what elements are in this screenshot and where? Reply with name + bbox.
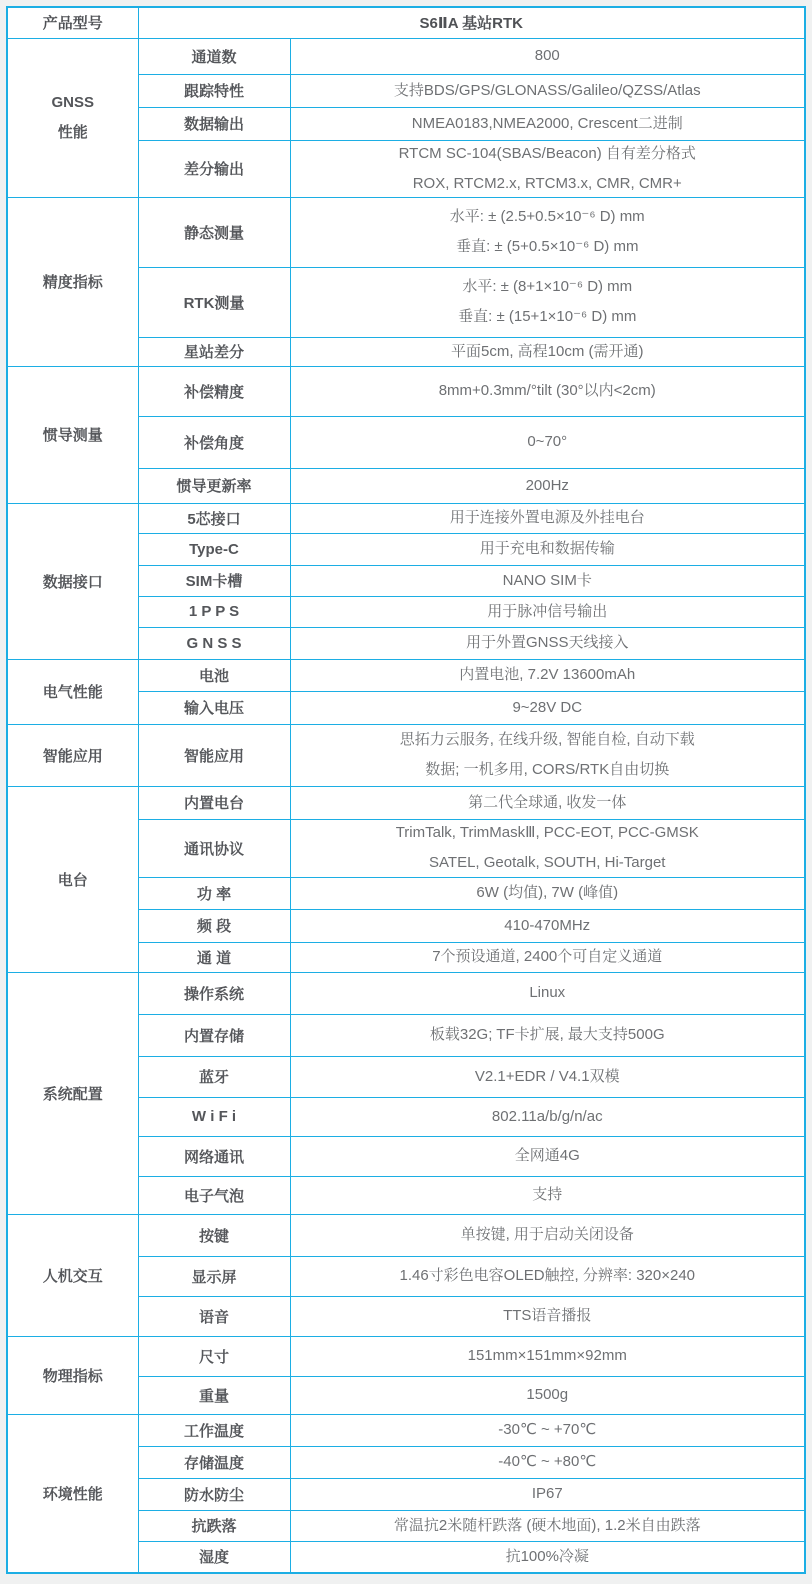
spec-name-cell: 防水防尘 [138, 1478, 290, 1510]
spec-name-cell: 数据输出 [138, 107, 290, 140]
spec-value-cell: 第二代全球通, 收发一体 [290, 786, 805, 819]
spec-name-cell: 内置存储 [138, 1014, 290, 1056]
spec-value-cell: IP67 [290, 1478, 805, 1510]
spec-value-cell: 1500g [290, 1376, 805, 1414]
spec-value-cell: 单按键, 用于启动关闭设备 [290, 1214, 805, 1256]
spec-value-cell: 9~28V DC [290, 691, 805, 724]
spec-value-cell: 平面5cm, 高程10cm (需开通) [290, 337, 805, 366]
spec-value-cell: NMEA0183,NMEA2000, Crescent二进制 [290, 107, 805, 140]
category-cell-electrical: 电气性能 [7, 659, 138, 724]
spec-name-cell: G N S S [138, 627, 290, 659]
spec-name-cell: 惯导更新率 [138, 468, 290, 503]
category-cell-environment: 环境性能 [7, 1414, 138, 1573]
header-row [7, 7, 805, 38]
spec-name-cell: SIM卡槽 [138, 565, 290, 596]
spec-name-cell: 通道数 [138, 38, 290, 74]
spec-value-cell: 全网通4G [290, 1136, 805, 1176]
spec-value-cell: 内置电池, 7.2V 13600mAh [290, 659, 805, 691]
spec-value-cell: Linux [290, 972, 805, 1014]
category-cell-smart: 智能应用 [7, 724, 138, 786]
spec-name-cell: 工作温度 [138, 1414, 290, 1446]
spec-name-cell: 5芯接口 [138, 503, 290, 533]
spec-name-cell: 按键 [138, 1214, 290, 1256]
category-cell-ports: 数据接口 [7, 503, 138, 659]
spec-value-cell: 用于外置GNSS天线接入 [290, 627, 805, 659]
spec-value-cell: TTS语音播报 [290, 1296, 805, 1336]
spec-name-cell: W i F i [138, 1097, 290, 1136]
product-model-value: S6ⅡA 基站RTK [138, 7, 805, 38]
spec-row [7, 197, 805, 267]
spec-value-cell: NANO SIM卡 [290, 565, 805, 596]
spec-value-cell: 1.46寸彩色电容OLED触控, 分辨率: 320×240 [290, 1256, 805, 1296]
category-cell-accuracy: 精度指标 [7, 197, 138, 366]
category-cell-radio: 电台 [7, 786, 138, 972]
spec-row [7, 38, 805, 74]
spec-name-cell: RTK测量 [138, 267, 290, 337]
spec-name-cell: 蓝牙 [138, 1056, 290, 1097]
spec-value-cell: 抗100%冷凝 [290, 1541, 805, 1573]
spec-name-cell: 通讯协议 [138, 819, 290, 877]
category-cell-imu: 惯导测量 [7, 366, 138, 503]
product-model-label: 产品型号 [7, 7, 138, 38]
spec-name-cell: 补偿角度 [138, 416, 290, 468]
spec-name-cell: 跟踪特性 [138, 74, 290, 107]
spec-name-cell: 湿度 [138, 1541, 290, 1573]
spec-name-cell: 显示屏 [138, 1256, 290, 1296]
spec-row [7, 1414, 805, 1446]
spec-name-cell: 电子气泡 [138, 1176, 290, 1214]
spec-row [7, 503, 805, 533]
spec-row [7, 972, 805, 1014]
spec-value-cell: RTCM SC-104(SBAS/Beacon) 自有差分格式 ROX, RTCM2.x, RTCM3.x, CMR, CMR+ [290, 140, 805, 197]
spec-value-cell: -30℃ ~ +70℃ [290, 1414, 805, 1446]
category-cell-gnss: GNSS 性能 [7, 38, 138, 197]
spec-name-cell: Type-C [138, 533, 290, 565]
spec-row [7, 659, 805, 691]
spec-value-cell: -40℃ ~ +80℃ [290, 1446, 805, 1478]
spec-name-cell: 智能应用 [138, 724, 290, 786]
spec-value-cell: TrimTalk, TrimMaskⅢ, PCC-EOT, PCC-GMSK SATEL, Geotalk, SOUTH, Hi-Target [290, 819, 805, 877]
spec-name-cell: 输入电压 [138, 691, 290, 724]
spec-value-cell: 410-470MHz [290, 909, 805, 942]
spec-value-cell: 800 [290, 38, 805, 74]
spec-name-cell: 补偿精度 [138, 366, 290, 416]
spec-row [7, 366, 805, 416]
spec-name-cell: 通 道 [138, 942, 290, 972]
spec-name-cell: 内置电台 [138, 786, 290, 819]
spec-value-cell: 板载32G; TF卡扩展, 最大支持500G [290, 1014, 805, 1056]
spec-value-cell: 用于连接外置电源及外挂电台 [290, 503, 805, 533]
spec-value-cell: 用于脉冲信号输出 [290, 596, 805, 627]
spec-name-cell: 频 段 [138, 909, 290, 942]
spec-row [7, 1336, 805, 1376]
spec-value-cell: 8mm+0.3mm/°tilt (30°以内<2cm) [290, 366, 805, 416]
spec-name-cell: 1 P P S [138, 596, 290, 627]
spec-row [7, 786, 805, 819]
spec-value-cell: 支持BDS/GPS/GLONASS/Galileo/QZSS/Atlas [290, 74, 805, 107]
spec-name-cell: 静态测量 [138, 197, 290, 267]
spec-name-cell: 网络通讯 [138, 1136, 290, 1176]
spec-name-cell: 电池 [138, 659, 290, 691]
spec-value-cell: 水平: ± (2.5+0.5×10⁻⁶ D) mm 垂直: ± (5+0.5×10⁻⁶ D) mm [290, 197, 805, 267]
spec-value-cell: V2.1+EDR / V4.1双模 [290, 1056, 805, 1097]
spec-name-cell: 差分输出 [138, 140, 290, 197]
spec-value-cell: 7个预设通道, 2400个可自定义通道 [290, 942, 805, 972]
spec-name-cell: 功 率 [138, 877, 290, 909]
category-cell-system: 系统配置 [7, 972, 138, 1214]
spec-name-cell: 存储温度 [138, 1446, 290, 1478]
category-cell-physical: 物理指标 [7, 1336, 138, 1414]
spec-value-cell: 水平: ± (8+1×10⁻⁶ D) mm 垂直: ± (15+1×10⁻⁶ D) mm [290, 267, 805, 337]
spec-value-cell: 支持 [290, 1176, 805, 1214]
spec-value-cell: 151mm×151mm×92mm [290, 1336, 805, 1376]
spec-value-cell: 用于充电和数据传输 [290, 533, 805, 565]
spec-value-cell: 200Hz [290, 468, 805, 503]
spec-name-cell: 星站差分 [138, 337, 290, 366]
spec-value-cell: 0~70° [290, 416, 805, 468]
spec-row [7, 1214, 805, 1256]
spec-table [6, 6, 806, 1574]
spec-value-cell: 思拓力云服务, 在线升级, 智能自检, 自动下载 数据; 一机多用, CORS/RTK自由切换 [290, 724, 805, 786]
spec-value-cell: 802.11a/b/g/n/ac [290, 1097, 805, 1136]
spec-value-cell: 6W (均值), 7W (峰值) [290, 877, 805, 909]
spec-name-cell: 语音 [138, 1296, 290, 1336]
spec-row [7, 724, 805, 786]
spec-name-cell: 抗跌落 [138, 1510, 290, 1541]
category-cell-interaction: 人机交互 [7, 1214, 138, 1336]
spec-name-cell: 重量 [138, 1376, 290, 1414]
spec-name-cell: 操作系统 [138, 972, 290, 1014]
spec-value-cell: 常温抗2米随杆跌落 (硬木地面), 1.2米自由跌落 [290, 1510, 805, 1541]
spec-name-cell: 尺寸 [138, 1336, 290, 1376]
